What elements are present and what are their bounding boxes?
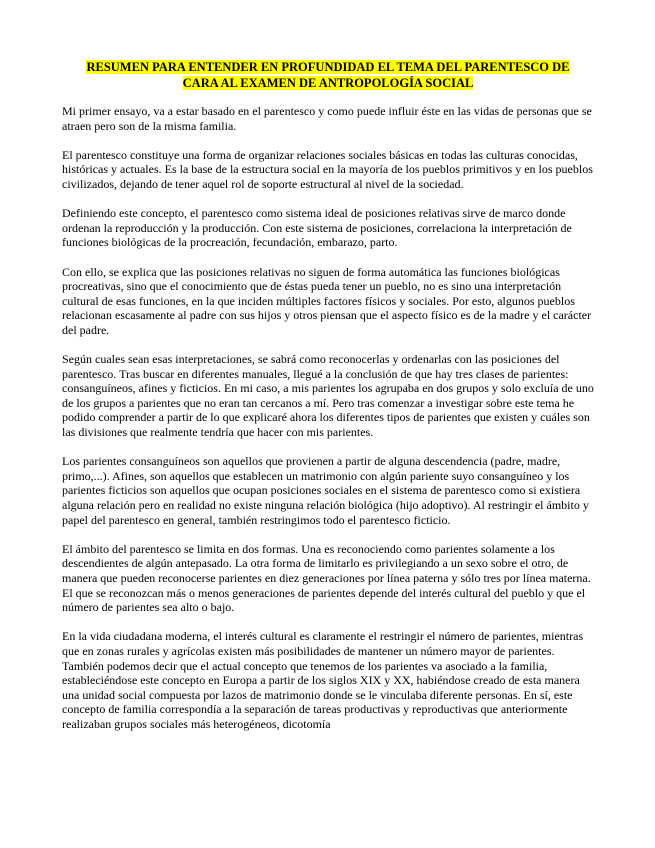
paragraph-classes: Según cuales sean esas interpretaciones, se sabrá como reconocerlas y ordenarlas con las posiciones del parentesco. Tras buscar en diferentes manuales, llegué a la conclusión de que hay tres clases de parientes: consanguíneos, afines y ficticios. En mi caso, a mis parientes los agrupaba en dos grupos y solo excluía de uno de los grupos a parientes que no eran tan cercanos a mí. Pero tras comenzar a investigar sobre este tema he podido comprender a partir de lo que explicaré ahora los diferentes tipos de parientes que existen y cuáles son las divisiones que realmente tendría que hacer con mis parientes. [62,352,594,440]
paragraph-system: Definiendo este concepto, el parentesco como sistema ideal de posiciones relativas sirve de marco donde ordenan la reproducción y la producción. Con este sistema de posiciones, correlaciona la interpretación de funciones biológicas de la procreación, fecundación, embarazo, parto. [62,206,572,250]
title-highlight-1: RESUMEN PARA ENTENDER EN PROFUNDIDAD EL TEMA DEL PARENTESCO DE [86,60,570,74]
document-title [62,60,594,91]
paragraph-kin-types: Los parientes consanguíneos son aquellos que provienen a partir de alguna descendencia (padre, madre, primo,...). Afines, son aquellos que establecen un matrimonio con algún pariente suyo consanguíneo y los parientes ficticios son aquellos que ocupan posiciones sociales en el sistema de parentesco como si existiera alguna relación pero en realidad no existe ninguna relación biológica (hijo adoptivo). Al restringir el ámbito y papel del parentesco en general, también restringimos todo el parentesco ficticio. [62,454,589,527]
paragraph-intro: Mi primer ensayo, va a estar basado en el parentesco y como puede influir éste en las vidas de personas que se atraen pero son de la misma familia. [62,104,592,133]
paragraph-modern-life: En la vida ciudadana moderna, el interés cultural es claramente el restringir el número de parientes, mientras que en zonas rurales y agrícolas existen más posibilidades de mantener un número mayor de parientes. También podemos decir que el actual concepto que tenemos de los parientes va asociado a la familia, estableciéndose este concepto en Europa a partir de los siglos XIX y XX, habiéndose creado de esta manera una unidad social compuesta por lazos de matrimonio donde se le vinculaba diferente personas. En sí, este concepto de familia correspondía a la separación de tareas productivas y reproductivas que anteriormente realizaban grupos sociales más heterogéneos, dicotomía [62,629,584,731]
paragraph-scope: El ámbito del parentesco se limita en dos formas. Una es reconociendo como parientes solamente a los descendientes de algún antepasado. La otra forma de limitarlo es privilegiando a un sexo sobre el otro, de manera que pueden reconocerse parientes en diez generaciones por línea paterna y sólo tres por línea materna. El que se reconozcan más o menos generaciones de parientes depende del interés cultural del pueblo y que el número de parientes sea alto o bajo. [62,541,591,615]
title-line-2 [62,76,594,92]
paragraph-interpretation: Con ello, se explica que las posiciones relativas no siguen de forma automática las funciones biológicas procreativas, sino que el conocimiento que de éstas pueda tener un pueblo, no es sino una interpretación cultural de esas funciones, en la que inciden múltiples factores físicos y sociales. Por esto, algunos pueblos relacionan escasamente al padre con sus hijos y otros piensan que el aspecto físico es de la madre y el carácter del padre. [62,264,592,337]
paragraph-definition: El parentesco constituye una forma de organizar relaciones sociales básicas en todas las culturas conocidas, históricas y actuales. Es la base de la estructura social en la mayoría de los pueblos primitivos y en los pueblos civilizados, dejando de tener aquel rol de soporte estructural al nivel de la sociedad. [62,147,593,191]
title-line-1 [62,60,594,76]
document-body [62,104,596,746]
title-highlight-2: CARA AL EXAMEN DE ANTROPOLOGÍA SOCIAL [182,75,474,90]
